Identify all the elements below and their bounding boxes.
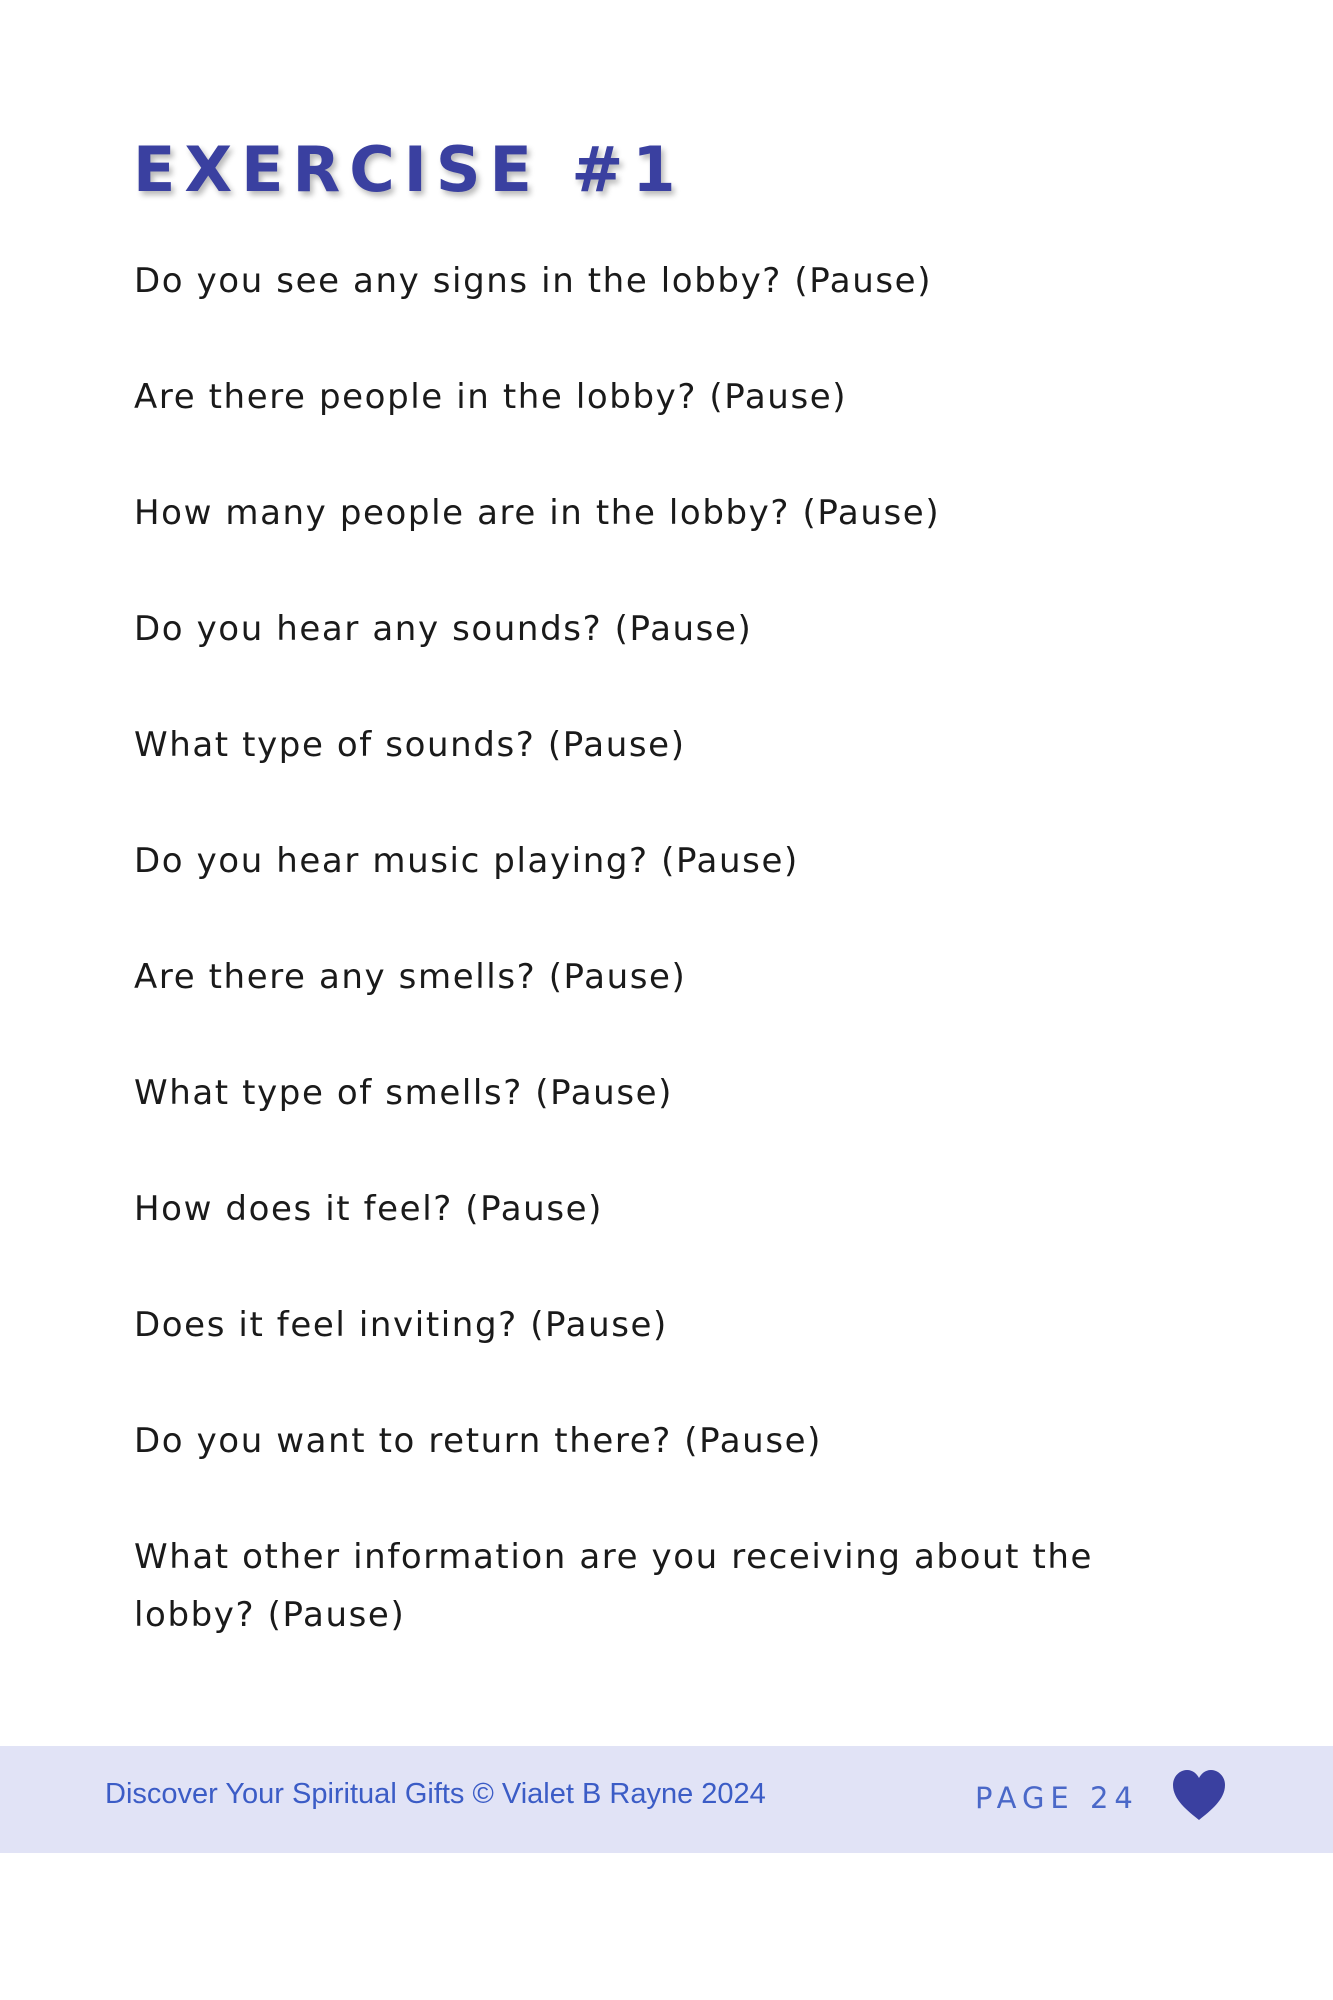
question-list bbox=[134, 252, 1214, 1702]
heart-icon bbox=[1170, 1768, 1228, 1822]
question-item: Are there people in the lobby? (Pause) bbox=[134, 377, 848, 417]
question-item: Do you want to return there? (Pause) bbox=[134, 1421, 823, 1461]
page-title: EXERCISE #1 bbox=[133, 133, 685, 206]
footer-credit: Discover Your Spiritual Gifts © Vialet B Rayne 2024 bbox=[105, 1778, 766, 1810]
question-item: How does it feel? (Pause) bbox=[134, 1189, 604, 1229]
page-footer bbox=[0, 1746, 1333, 1853]
question-item: Does it feel inviting? (Pause) bbox=[134, 1305, 668, 1345]
question-item: What other information are you receiving about the lobby? (Pause) bbox=[134, 1537, 1094, 1635]
question-item: How many people are in the lobby? (Pause) bbox=[134, 493, 941, 533]
question-item: What type of smells? (Pause) bbox=[134, 1073, 674, 1113]
question-item: Do you see any signs in the lobby? (Pause) bbox=[134, 261, 933, 301]
question-item: Do you hear any sounds? (Pause) bbox=[134, 609, 753, 649]
page-number: PAGE 24 bbox=[975, 1781, 1139, 1815]
question-item: Do you hear music playing? (Pause) bbox=[134, 841, 799, 881]
question-item: What type of sounds? (Pause) bbox=[134, 725, 686, 765]
question-item: Are there any smells? (Pause) bbox=[134, 957, 687, 997]
